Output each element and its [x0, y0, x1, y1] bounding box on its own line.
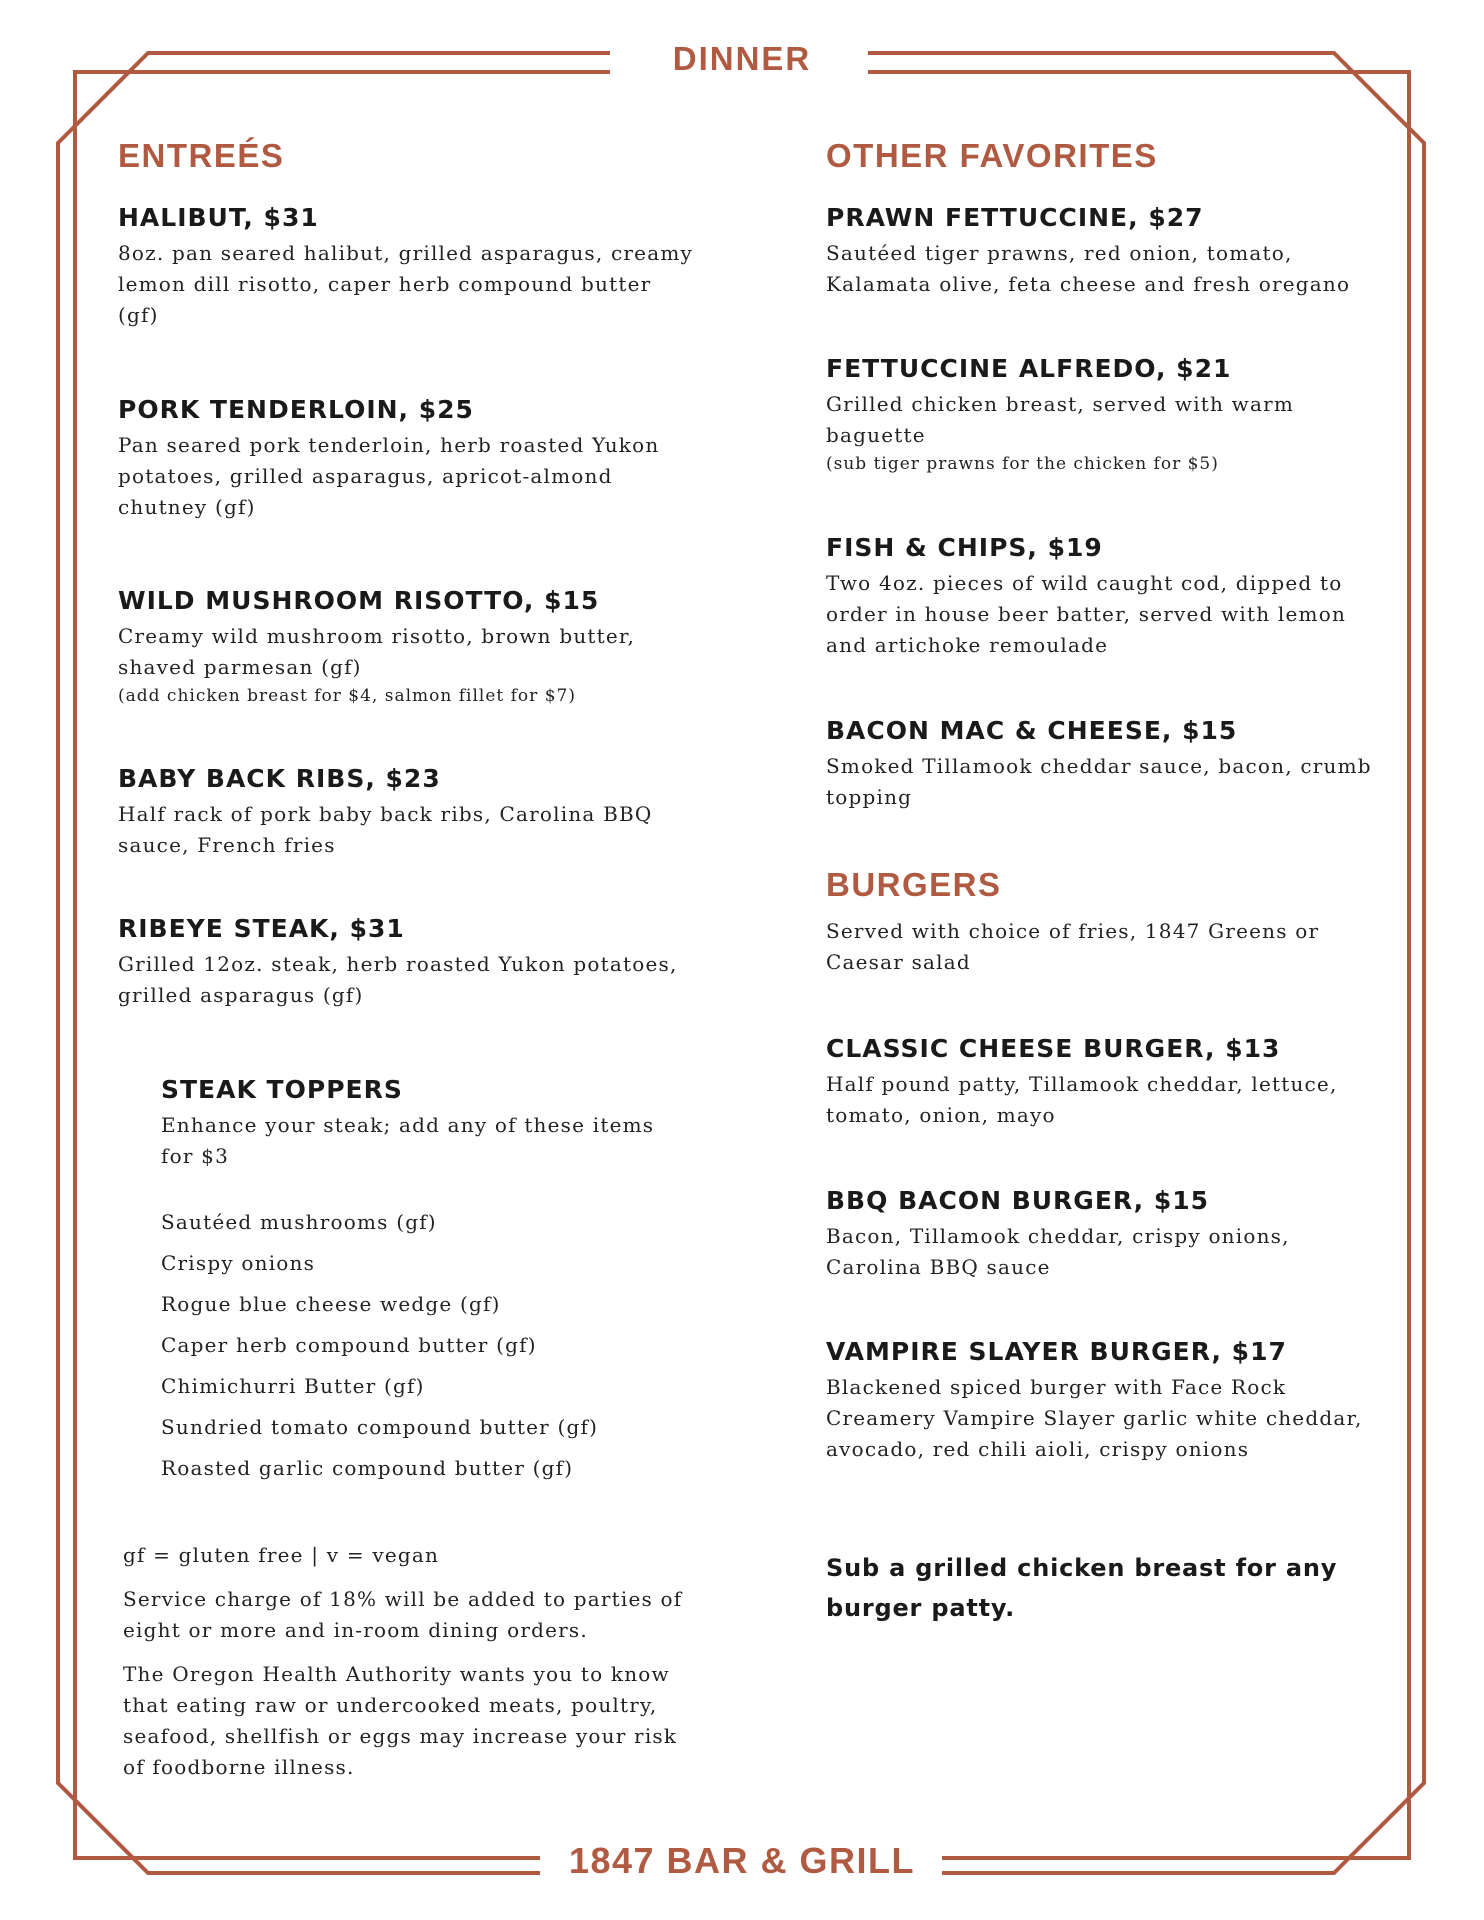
dietary-legend: gf = gluten free | v = vegan — [123, 1543, 440, 1567]
menu-item — [826, 1337, 1386, 1465]
item-description: Two 4oz. pieces of wild caught cod, dipped to order in house beer batter, served with lemon and artichoke remoulade — [826, 571, 1347, 657]
menu-item — [826, 1186, 1386, 1283]
item-description: Grilled 12oz. steak, herb roasted Yukon potatoes, grilled asparagus (gf) — [118, 952, 678, 1007]
item-name: FISH & CHIPS, $19 — [826, 533, 1103, 562]
menu-item — [118, 395, 698, 523]
item-name: BABY BACK RIBS, $23 — [118, 764, 441, 793]
item-description: Smoked Tillamook cheddar sauce, bacon, crumb topping — [826, 754, 1372, 809]
list-item: Rogue blue cheese wedge (gf) — [161, 1292, 501, 1316]
list-item: Crispy onions — [161, 1251, 316, 1275]
list-item: Chimichurri Butter (gf) — [161, 1374, 425, 1398]
item-name: FETTUCCINE ALFREDO, $21 — [826, 354, 1232, 383]
burgers-intro — [826, 916, 1386, 978]
restaurant-name: 1847 BAR & GRILL — [568, 1840, 916, 1881]
menu-title: DINNER — [672, 40, 812, 77]
menu-item — [826, 533, 1386, 661]
service-charge-note: Service charge of 18% will be added to parties of eight or more and in-room dining orders. — [123, 1587, 683, 1642]
menu-item — [118, 203, 698, 331]
list-item: Roasted garlic compound butter (gf) — [161, 1456, 574, 1480]
item-name: RIBEYE STEAK, $31 — [118, 914, 405, 943]
item-name: HALIBUT, $31 — [118, 203, 319, 232]
item-description: Bacon, Tillamook cheddar, crispy onions, Carolina BBQ sauce — [826, 1224, 1290, 1279]
steak-toppers — [161, 1075, 681, 1489]
item-name: WILD MUSHROOM RISOTTO, $15 — [118, 586, 600, 615]
chicken-sub-note: Sub a grilled chicken breast for any burger patty. — [826, 1554, 1338, 1622]
item-name: VAMPIRE SLAYER BURGER, $17 — [826, 1337, 1287, 1366]
item-description: Sautéed tiger prawns, red onion, tomato, Kalamata olive, feta cheese and fresh oregano — [826, 241, 1351, 296]
list-item: Caper herb compound butter (gf) — [161, 1333, 537, 1357]
list-item: Sautéed mushrooms (gf) — [161, 1210, 437, 1234]
item-note: (sub tiger prawns for the chicken for $5) — [826, 454, 1219, 474]
item-name: CLASSIC CHEESE BURGER, $13 — [826, 1034, 1281, 1063]
menu-item — [826, 716, 1386, 813]
list-item: Sundried tomato compound butter (gf) — [161, 1415, 599, 1439]
toppers-intro: Enhance your steak; add any of these items for $3 — [161, 1113, 655, 1168]
item-description: Grilled chicken breast, served with warm baguette — [826, 392, 1295, 447]
menu-item — [118, 914, 698, 1011]
item-description: Pan seared pork tenderloin, herb roasted Yukon potatoes, grilled asparagus, apricot-almond chutney (gf) — [118, 433, 660, 519]
item-name: PORK TENDERLOIN, $25 — [118, 395, 474, 424]
section-title-other-favorites: OTHER FAVORITES — [826, 137, 1158, 174]
item-note: (add chicken breast for $4, salmon fillet for $7) — [118, 686, 576, 706]
fine-print — [123, 1540, 683, 1796]
section-title-entrees: ENTREÉS — [118, 137, 285, 174]
item-name: BACON MAC & CHEESE, $15 — [826, 716, 1238, 745]
toppers-title: STEAK TOPPERS — [161, 1075, 403, 1104]
item-description: Served with choice of fries, 1847 Greens or Caesar salad — [826, 919, 1320, 974]
toppers-list — [161, 1202, 681, 1489]
item-description: Creamy wild mushroom risotto, brown butter, shaved parmesan (gf) — [118, 624, 636, 679]
menu-item — [826, 1034, 1386, 1131]
menu-item — [118, 586, 658, 709]
item-name: BBQ BACON BURGER, $15 — [826, 1186, 1209, 1215]
menu-item — [118, 764, 698, 861]
section-title-burgers: BURGERS — [826, 866, 1002, 903]
menu-item — [826, 354, 1386, 477]
item-description: Half pound patty, Tillamook cheddar, lettuce, tomato, onion, mayo — [826, 1072, 1338, 1127]
item-name: PRAWN FETTUCCINE, $27 — [826, 203, 1204, 232]
menu-item — [826, 203, 1386, 300]
item-description: Half rack of pork baby back ribs, Carolina BBQ sauce, French fries — [118, 802, 653, 857]
item-description: 8oz. pan seared halibut, grilled asparagus, creamy lemon dill risotto, caper herb compound butter (gf) — [118, 241, 693, 327]
health-advisory: The Oregon Health Authority wants you to know that eating raw or undercooked meats, poultry, seafood, shellfish or eggs may increase your risk of foodborne illness. — [123, 1662, 678, 1779]
item-description: Blackened spiced burger with Face Rock Creamery Vampire Slayer garlic white cheddar, avocado, red chili aioli, crispy onions — [826, 1375, 1363, 1461]
